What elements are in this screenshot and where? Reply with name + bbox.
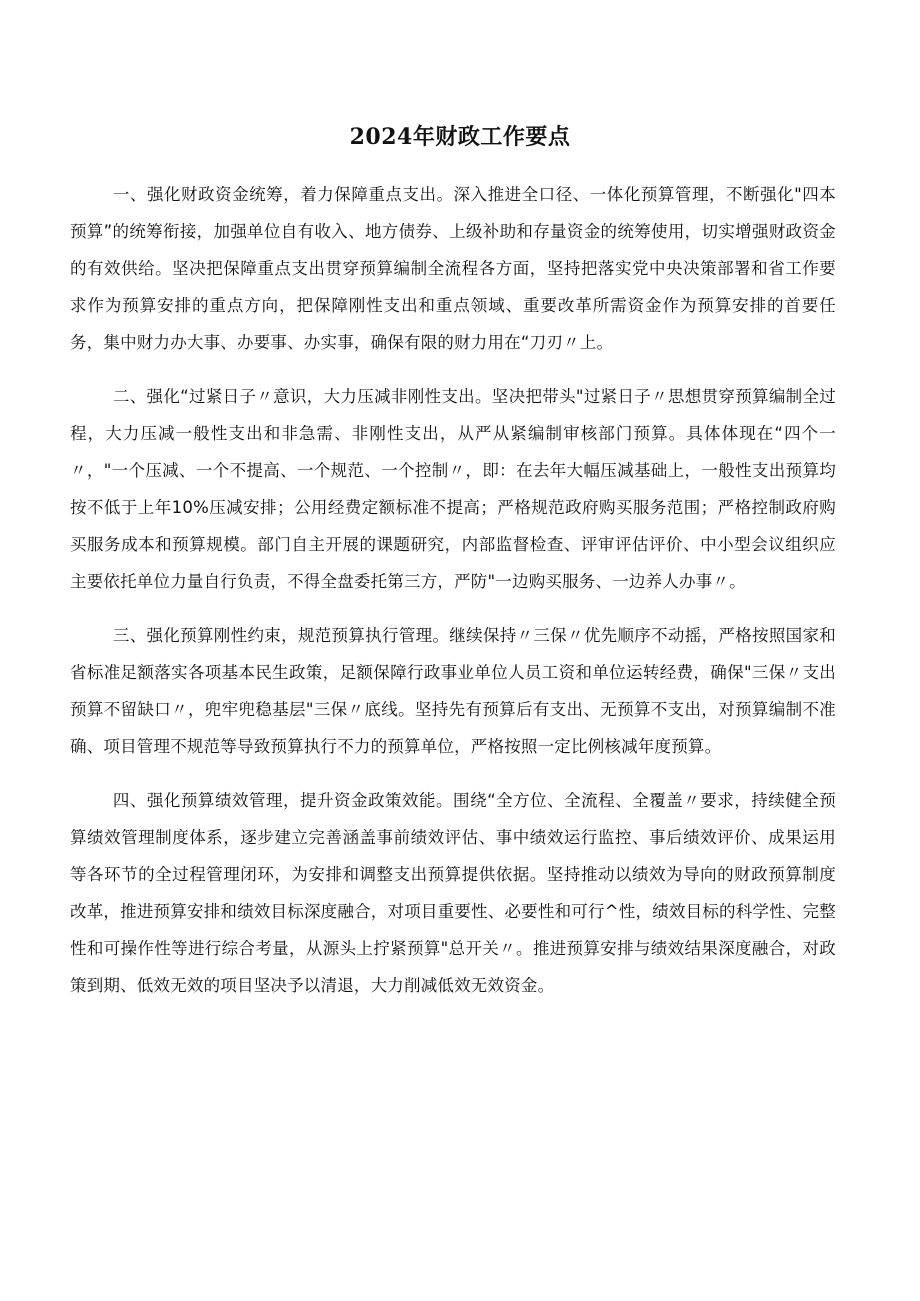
document-title: 2024年财政工作要点 — [349, 124, 571, 150]
document-body — [70, 176, 836, 1021]
paragraph-3: 三、强化预算刚性约束，规范预算执行管理。继续保持〃三保〃优先顺序不动摇，严格按照国家和省标准足额落实各项基本民生政策，足额保障行政事业单位人员工资和单位运转经费，确保"三保〃支出预算不留缺口〃，兜牢兜稳基层"三保〃底线。坚持先有预算后有支出、无预算不支出，对预算编制不准确、项目管理不规范等导致预算执行不力的预算单位，严格按照一定比例核减年度预算。 — [70, 626, 836, 756]
paragraph-2: 二、强化“过紧日子〃意识，大力压减非刚性支出。坚决把带头"过紧日子〃思想贯穿预算编制全过程，大力压减一般性支出和非急需、非刚性支出，从严从紧编制审核部门预算。具体体现在“四个一〃，"一个压减、一个不提高、一个规范、一个控制〃，即：在去年大幅压减基础上，一般性支出预算均按不低于上年10%压减安排；公用经费定额标准不提高；严格规范政府购买服务范围；严格控制政府购买服务成本和预算规模。部门自主开展的课题研究，内部监督检查、评审评估评价、中小型会议组织应主要依托单位力量自行负责，不得全盘委托第三方，严防"一边购买服务、一边养人办事〃。 — [70, 387, 836, 591]
paragraph-1: 一、强化财政资金统筹，着力保障重点支出。深入推进全口径、一体化预算管理，不断强化"四本预算”的统筹衔接，加强单位自有收入、地方债券、上级补助和存量资金的统筹使用，切实增强财政资金的有效供给。坚决把保障重点支出贯穿预算编制全流程各方面，坚持把落实党中央决策部署和省工作要求作为预算安排的重点方向，把保障刚性支出和重点领域、重要改革所需资金作为预算安排的首要任务，集中财力办大事、办要事、办实事，确保有限的财力用在“刀刃〃上。 — [70, 185, 836, 352]
paragraph-4: 四、强化预算绩效管理，提升资金政策效能。围绕“全方位、全流程、全覆盖〃要求，持续健全预算绩效管理制度体系，逐步建立完善涵盖事前绩效评估、事中绩效运行监控、事后绩效评价、成果运用等各环节的全过程管理闭环，为安排和调整支出预算提供依据。坚持推动以绩效为导向的财政预算制度改革，推进预算安排和绩效目标深度融合，对项目重要性、必要性和可行^性，绩效目标的科学性、完整性和可操作性等进行综合考量，从源头上拧紧预算"总开关〃。推进预算安排与绩效结果深度融合，对政策到期、低效无效的项目坚决予以清退，大力削减低效无效资金。 — [70, 791, 836, 995]
